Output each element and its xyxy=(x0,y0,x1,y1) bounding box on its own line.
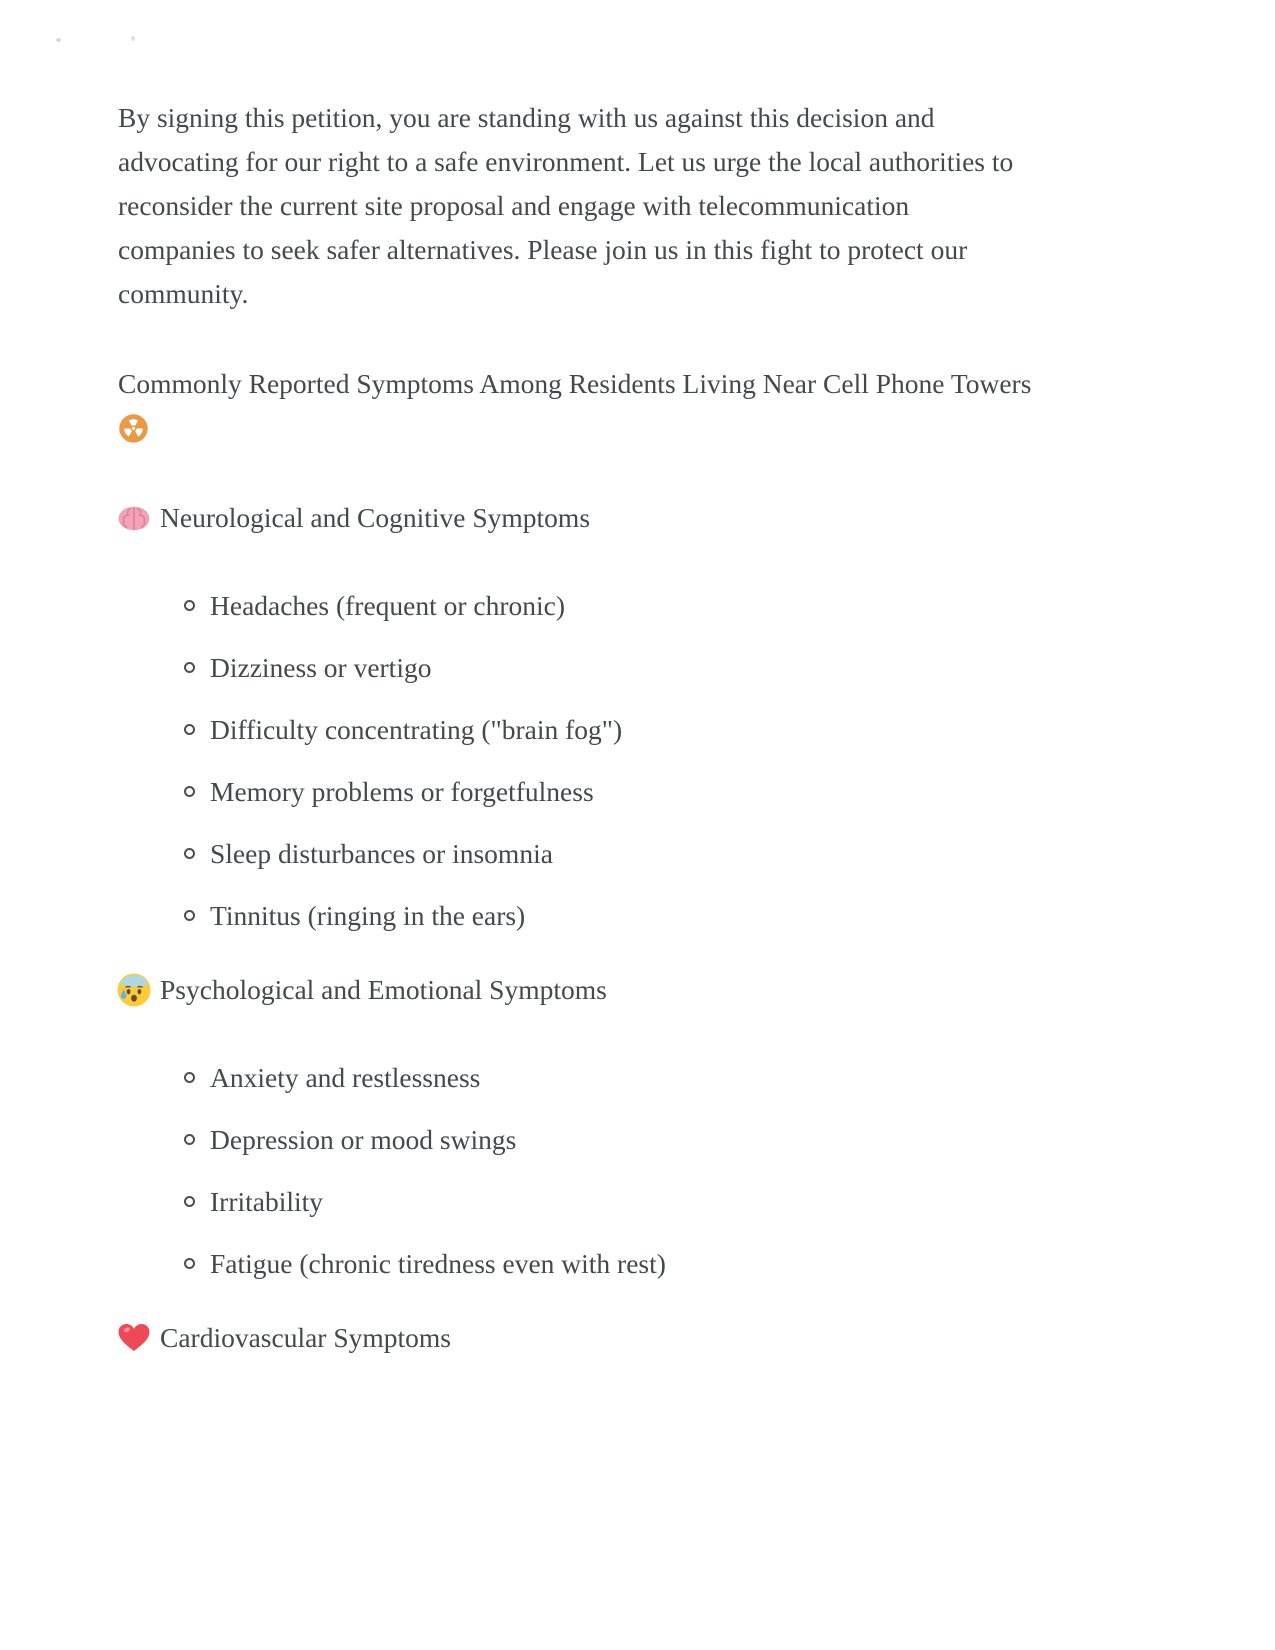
symptoms-heading-text: Commonly Reported Symptoms Among Residents Living Near Cell Phone Towers xyxy=(118,368,1032,399)
intro-line: By signing this petition, you are standing with us against this decision and xyxy=(118,102,935,133)
section-title: Cardiovascular Symptoms xyxy=(160,1322,452,1353)
symptom-list-item: Depression or mood swings xyxy=(118,1118,1167,1162)
symptom-list-item: Anxiety and restlessness xyxy=(118,1056,1167,1100)
section-title: Neurological and Cognitive Symptoms xyxy=(160,502,591,533)
intro-line: companies to seek safer alternatives. Please join us in this fight to protect our xyxy=(118,234,968,265)
section-heading xyxy=(116,496,1167,540)
symptom-list-item: Memory problems or forgetfulness xyxy=(118,770,1167,814)
symptom-list-item: Difficulty concentrating ("brain fog") xyxy=(118,708,1167,752)
section-title: Psychological and Emotional Symptoms xyxy=(160,974,607,1005)
symptoms-heading xyxy=(118,362,1167,450)
symptom-list-item: Sleep disturbances or insomnia xyxy=(118,832,1167,876)
symptom-section xyxy=(118,1316,1167,1360)
intro-paragraph xyxy=(118,96,1167,316)
symptom-list-item: Fatigue (chronic tiredness even with rest) xyxy=(118,1242,1167,1286)
symptom-list-item: Irritability xyxy=(118,1180,1167,1224)
scan-speck xyxy=(131,36,135,41)
symptom-list-item: Dizziness or vertigo xyxy=(118,646,1167,690)
radioactive-icon xyxy=(118,406,1167,450)
symptom-list-item: Headaches (frequent or chronic) xyxy=(118,584,1167,628)
symptom-section xyxy=(118,968,1167,1286)
scan-speck xyxy=(56,38,61,42)
anxious-face-sweat-icon xyxy=(116,972,152,1008)
symptom-list-item: Tinnitus (ringing in the ears) xyxy=(118,894,1167,938)
section-heading xyxy=(116,1316,1167,1360)
intro-line: advocating for our right to a safe environment. Let us urge the local authorities to xyxy=(118,146,1014,177)
symptom-list xyxy=(118,584,1167,938)
intro-line: reconsider the current site proposal and engage with telecommunication xyxy=(118,190,910,221)
intro-line: community. xyxy=(118,278,249,309)
brain-icon xyxy=(116,500,152,536)
section-heading xyxy=(116,968,1167,1012)
symptom-section xyxy=(118,496,1167,938)
symptom-list xyxy=(118,1056,1167,1286)
red-heart-icon xyxy=(116,1320,152,1356)
symptom-sections xyxy=(118,496,1167,1360)
